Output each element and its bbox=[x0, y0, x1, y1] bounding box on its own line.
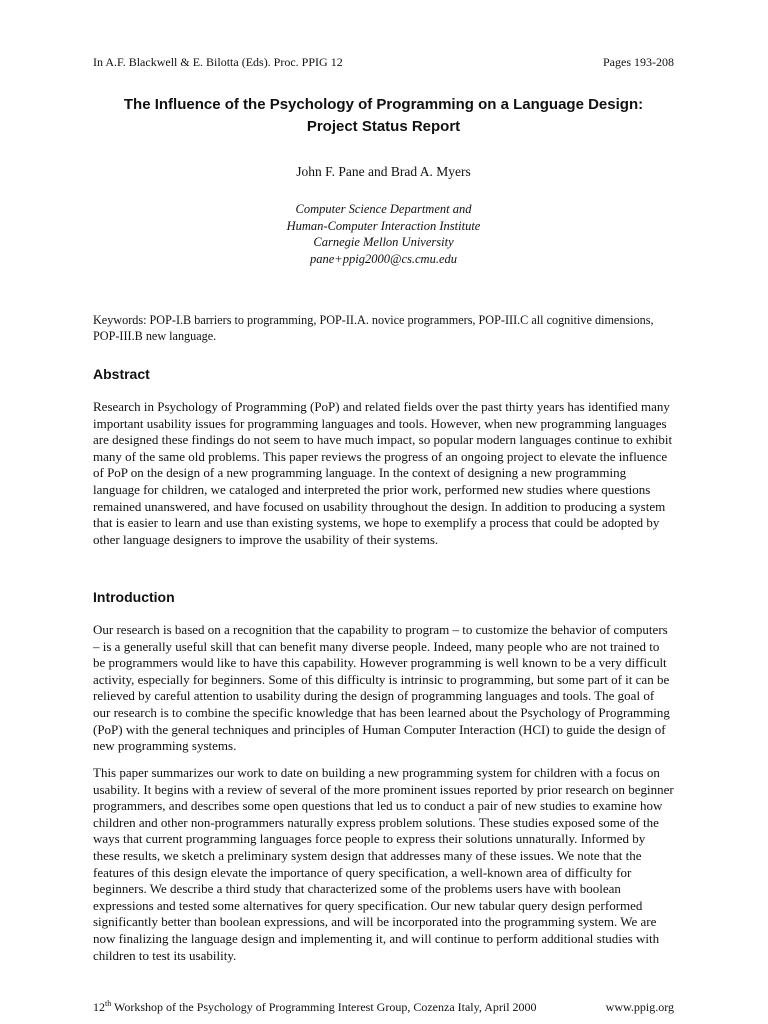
header-pages: Pages 193-208 bbox=[603, 55, 674, 69]
affiliation-university: Carnegie Mellon University bbox=[313, 235, 454, 249]
authors: John F. Pane and Brad A. Myers bbox=[296, 164, 471, 179]
abstract-heading: Abstract bbox=[93, 366, 150, 382]
introduction-heading: Introduction bbox=[93, 589, 175, 605]
affiliation-email: pane+ppig2000@cs.cmu.edu bbox=[310, 251, 457, 266]
running-footer bbox=[93, 1000, 674, 1015]
introduction-paragraph-2: This paper summarizes our work to date on building a new programming system for children with a focus on usability. It begins with a review of several of the more prominent issues reported by prior research on beginner programmers, and describes some open questions that led us to conduct a pair of new studies to examine how children and other non-programmers naturally express problem solutions. These studies exposed some of the ways that current programming languages force people to express their solutions unnaturally. Informed by these results, we sketch a preliminary system design that addresses many of these issues. We note that the features of this design elevate the importance of query specification, a well-known area of difficulty for beginners. We describe a third study that characterized some of the problems users have with boolean expressions and tested some alternatives for query specification. Our new tabular query design performed significantly better than boolean expressions, and will be incorporated into the programming system. We are now finalizing the language design and implementing it, and will continue to perform additional studies with children to test its usability. bbox=[93, 765, 674, 963]
affiliation-department: Computer Science Department and bbox=[295, 202, 472, 216]
affiliation-institute: Human-Computer Interaction Institute bbox=[286, 218, 481, 233]
footer-url[interactable]: www.ppig.org bbox=[605, 1000, 674, 1014]
paper-title bbox=[93, 94, 674, 138]
introduction-paragraph-1: Our research is based on a recognition that the capability to program – to customize the behavior of computers – is a generally useful skill that can benefit many diverse people. Indeed, many people who are not trained to be programmers would like to have this capability. However programming is well known to be a very difficult activity, especially for beginners. Some of this difficulty is intrinsic to programming, but some part of it can be relieved by careful attention to usability during the design of programming languages and tools. The goal of our research is to combine the specific knowledge that has been learned about the Psychology of Programming (PoP) with the general techniques and principles of Human Computer Interaction (HCI) to guide the design of new programming systems. bbox=[93, 622, 670, 754]
abstract-text: Research in Psychology of Programming (PoP) and related fields over the past thirty years has identified many important usability issues for programming languages and tools. However, when new programming languages are designed these findings do not seem to have much impact, so popular modern languages continue to exhibit many of the same old problems. This paper reviews the progress of an ongoing project to elevate the influence of PoP on the design of a new programming language. In the context of designing a new programming language for children, we cataloged and interpreted the prior work, performed new studies where questions remained unanswered, and have focused on usability throughout the design. In addition to producing a system that is easier to learn and use than existing systems, we hope to exemplify a process that could be adopted by other language designers to improve the usability of their systems. bbox=[93, 399, 673, 547]
title-line-2: Project Status Report bbox=[306, 118, 461, 135]
running-header bbox=[93, 55, 674, 70]
paper-page bbox=[93, 0, 674, 1024]
keywords: Keywords: POP-I.B barriers to programming, POP-II.A. novice programmers, POP-III.C all cognitive dimensions, POP-III.B new language. bbox=[93, 313, 654, 343]
title-line-1: The Influence of the Psychology of Programming on a Language Design: bbox=[123, 96, 644, 113]
footer-workshop: 12th Workshop of the Psychology of Programming Interest Group, Cozenza Italy, April 2000 bbox=[93, 999, 537, 1014]
header-citation: In A.F. Blackwell & E. Bilotta (Eds). Proc. PPIG 12 bbox=[93, 55, 343, 69]
affiliation bbox=[93, 201, 674, 267]
